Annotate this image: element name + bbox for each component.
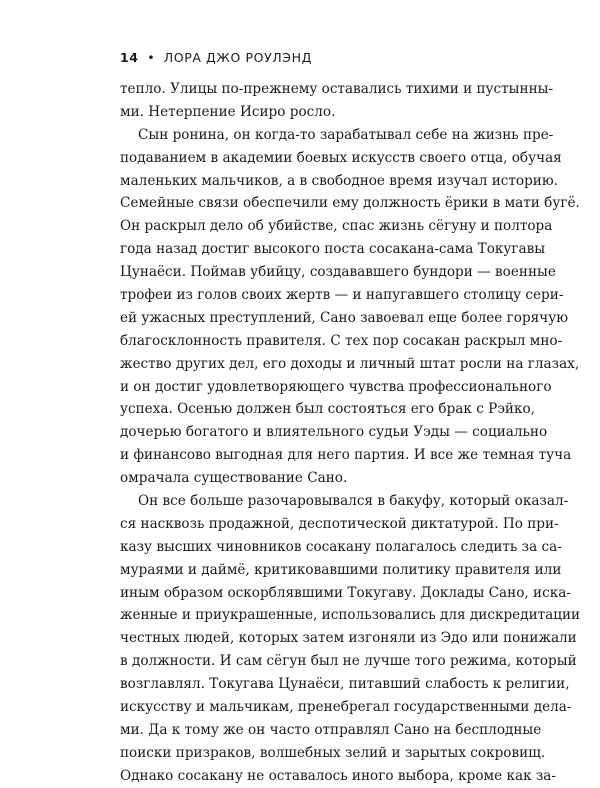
page-number: 14 [120, 50, 139, 65]
text-line: благосклонность правителя. С тех пор сосакан раскрыл мно- [120, 332, 563, 349]
author-name: ЛОРА ДЖО РОУЛЭНД [163, 50, 312, 65]
text-line: Семейные связи обеспечили ему должность ёрики в мати бугё. [120, 195, 580, 212]
text-line: Он раскрыл дело об убийстве, спас жизнь сёгуну и полтора [120, 218, 553, 235]
text-line: Однако сосакану не оставалось иного выбора, кроме как за- [120, 767, 557, 784]
text-line: маленьких мальчиков, а в свободное время изучал историю. [120, 172, 558, 189]
header-separator: • [147, 50, 156, 65]
text-line: трофеи из голов своих жертв — и напугавшего столицу сери- [120, 287, 564, 304]
text-line: подаванием в академии боевых искусств своего отца, обучая [120, 149, 562, 166]
text-line: Цунаёси. Поймав убийцу, создававшего бундори — военные [120, 264, 556, 281]
text-line: в должности. И сам сёгун был не лучше того режима, который [120, 653, 577, 670]
text-line: казу высших чиновников сосакану полагалось следить за са- [120, 538, 562, 555]
text-line: Сын ронина, он когда-то зарабатывал себе на жизнь пре- [138, 126, 554, 143]
text-line: мураями и даймё, критиковавшими политику правителя или [120, 561, 562, 578]
text-line: года назад достиг высокого поста сосакана-сама Токугавы [120, 241, 546, 258]
text-line: иным образом оскорблявшими Токугаву. Доклады Сано, искa- [120, 584, 571, 601]
text-line: искусству и мальчикам, пренебрегал государственными дела- [120, 699, 572, 716]
text-line: омрачала существование Сано. [120, 470, 348, 487]
text-line: и финансово выгодная для него партия. И все же темная туча [120, 447, 572, 464]
text-line: успеха. Осенью должен был состояться его брак с Рэйко, [120, 401, 535, 418]
running-head [120, 50, 312, 65]
text-line: тепло. Улицы по-прежнему оставались тихими и пустынны- [120, 81, 554, 97]
text-line: дочерью богатого и влиятельного судьи Уэды — социально [120, 424, 548, 441]
text-line: поиски призраков, волшебных зелий и зарытых сокровищ. [120, 744, 546, 761]
text-line: ми. Нетерпение Исиро росло. [120, 103, 336, 120]
text-line: возглавлял. Токугава Цунаёси, питавший слабость к религии, [120, 676, 570, 693]
text-line: жество других дел, его доходы и личный штат росли на глазах, [120, 355, 580, 372]
text-line: Он все больше разочаровывался в бакуфу, который оказал- [138, 493, 569, 510]
text-line: ей ужасных преступлений, Сано завоевал еще более горячую [120, 309, 569, 326]
text-line: и он достиг удовлетворяющего чувства профессионального [120, 378, 552, 395]
body-text [120, 78, 581, 788]
text-line: ся насквозь продажной, деспотической диктатурой. По при- [120, 515, 559, 532]
text-line: честных людей, которых затем изгоняли из Эдо или понижали [120, 630, 577, 647]
text-line: женные и приукрашенные, использовались для дискредитации [120, 607, 581, 624]
text-line: ми. Да к тому же он часто отправлял Сано на бесплодные [120, 721, 542, 738]
